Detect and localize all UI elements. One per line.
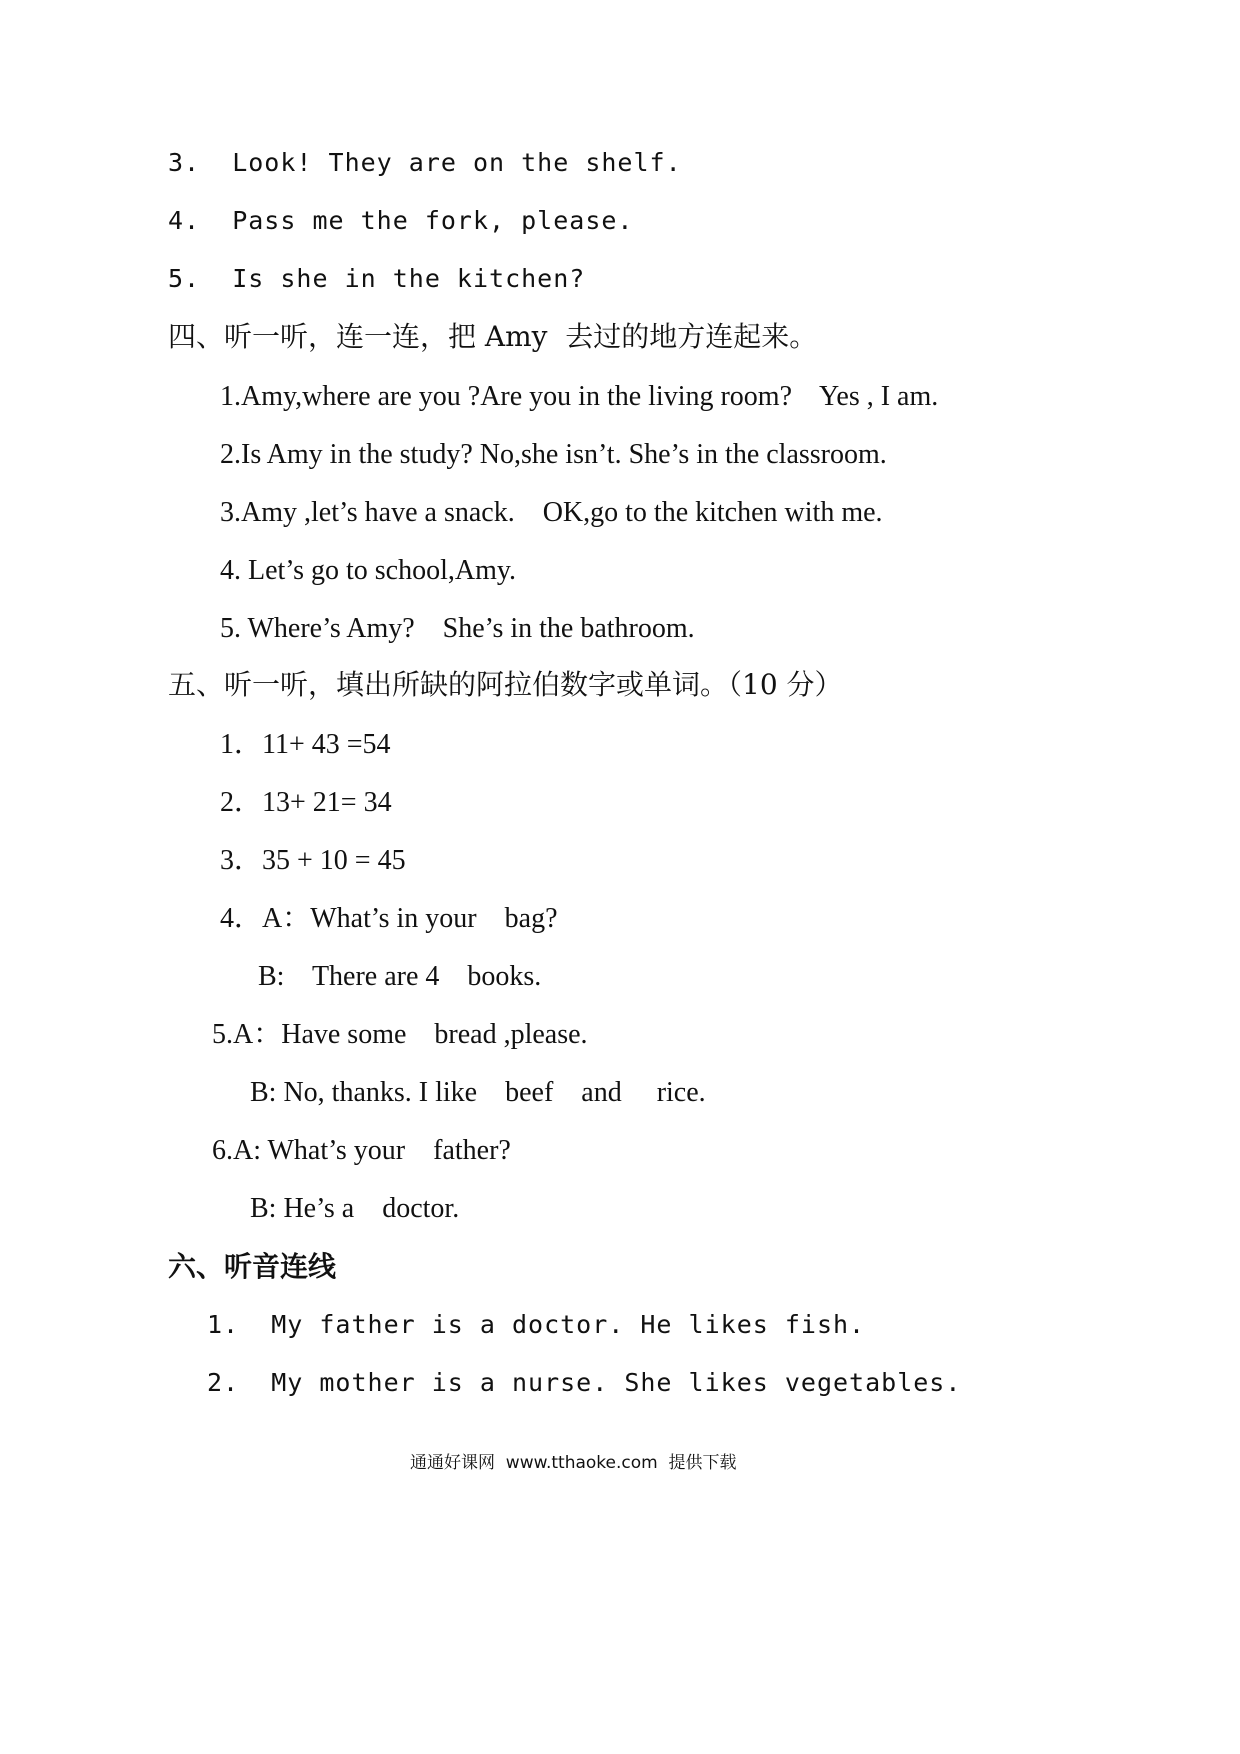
part4-item-2: 2.Is Amy in the study? No,she isn’t. She’s in the classroom. [220, 439, 887, 470]
part6-heading: 六、听音连线 [168, 1250, 337, 1283]
part5-item-2: 2．13+ 21= 34 [220, 787, 392, 818]
part4-item-4: 4. Let’s go to school,Amy. [220, 555, 517, 586]
part5-item-5b: B: No, thanks. I like beef and rice. [250, 1077, 706, 1108]
part3-item-3: 3. Look! They are on the shelf. [168, 148, 682, 177]
page-footer: 通通好课网 www.tthaoke.com 提供下载 [410, 1453, 737, 1473]
part4-item-1: 1.Amy,where are you ?Are you in the living room? Yes , I am. [220, 381, 939, 412]
part5-item-5a: 5.A：Have some bread ,please. [212, 1019, 588, 1050]
part5-item-1: 1．11+ 43 =54 [220, 729, 391, 760]
part4-item-5: 5. Where’s Amy? She’s in the bathroom. [220, 613, 695, 644]
part6-item-1: 1. My father is a doctor. He likes fish. [207, 1310, 866, 1339]
part4-heading: 四、听一听，连一连，把 Amy 去过的地方连起来。 [168, 320, 818, 353]
part3-item-5: 5. Is she in the kitchen? [168, 264, 586, 293]
part5-item-4b: B: There are 4 books. [258, 961, 542, 992]
part5-item-4a: 4．A：What’s in your bag? [220, 903, 558, 934]
part6-item-2: 2. My mother is a nurse. She likes vegetables. [207, 1368, 962, 1397]
part4-item-3: 3.Amy ,let’s have a snack. OK,go to the kitchen with me. [220, 497, 883, 528]
part3-item-4: 4. Pass me the fork, please. [168, 206, 634, 235]
part5-heading: 五、听一听，填出所缺的阿拉伯数字或单词。（10 分） [168, 668, 843, 701]
part5-item-3: 3．35 + 10 = 45 [220, 845, 406, 876]
part5-item-6a: 6.A: What’s your father? [212, 1135, 511, 1166]
part5-item-6b: B: He’s a doctor. [250, 1193, 460, 1224]
